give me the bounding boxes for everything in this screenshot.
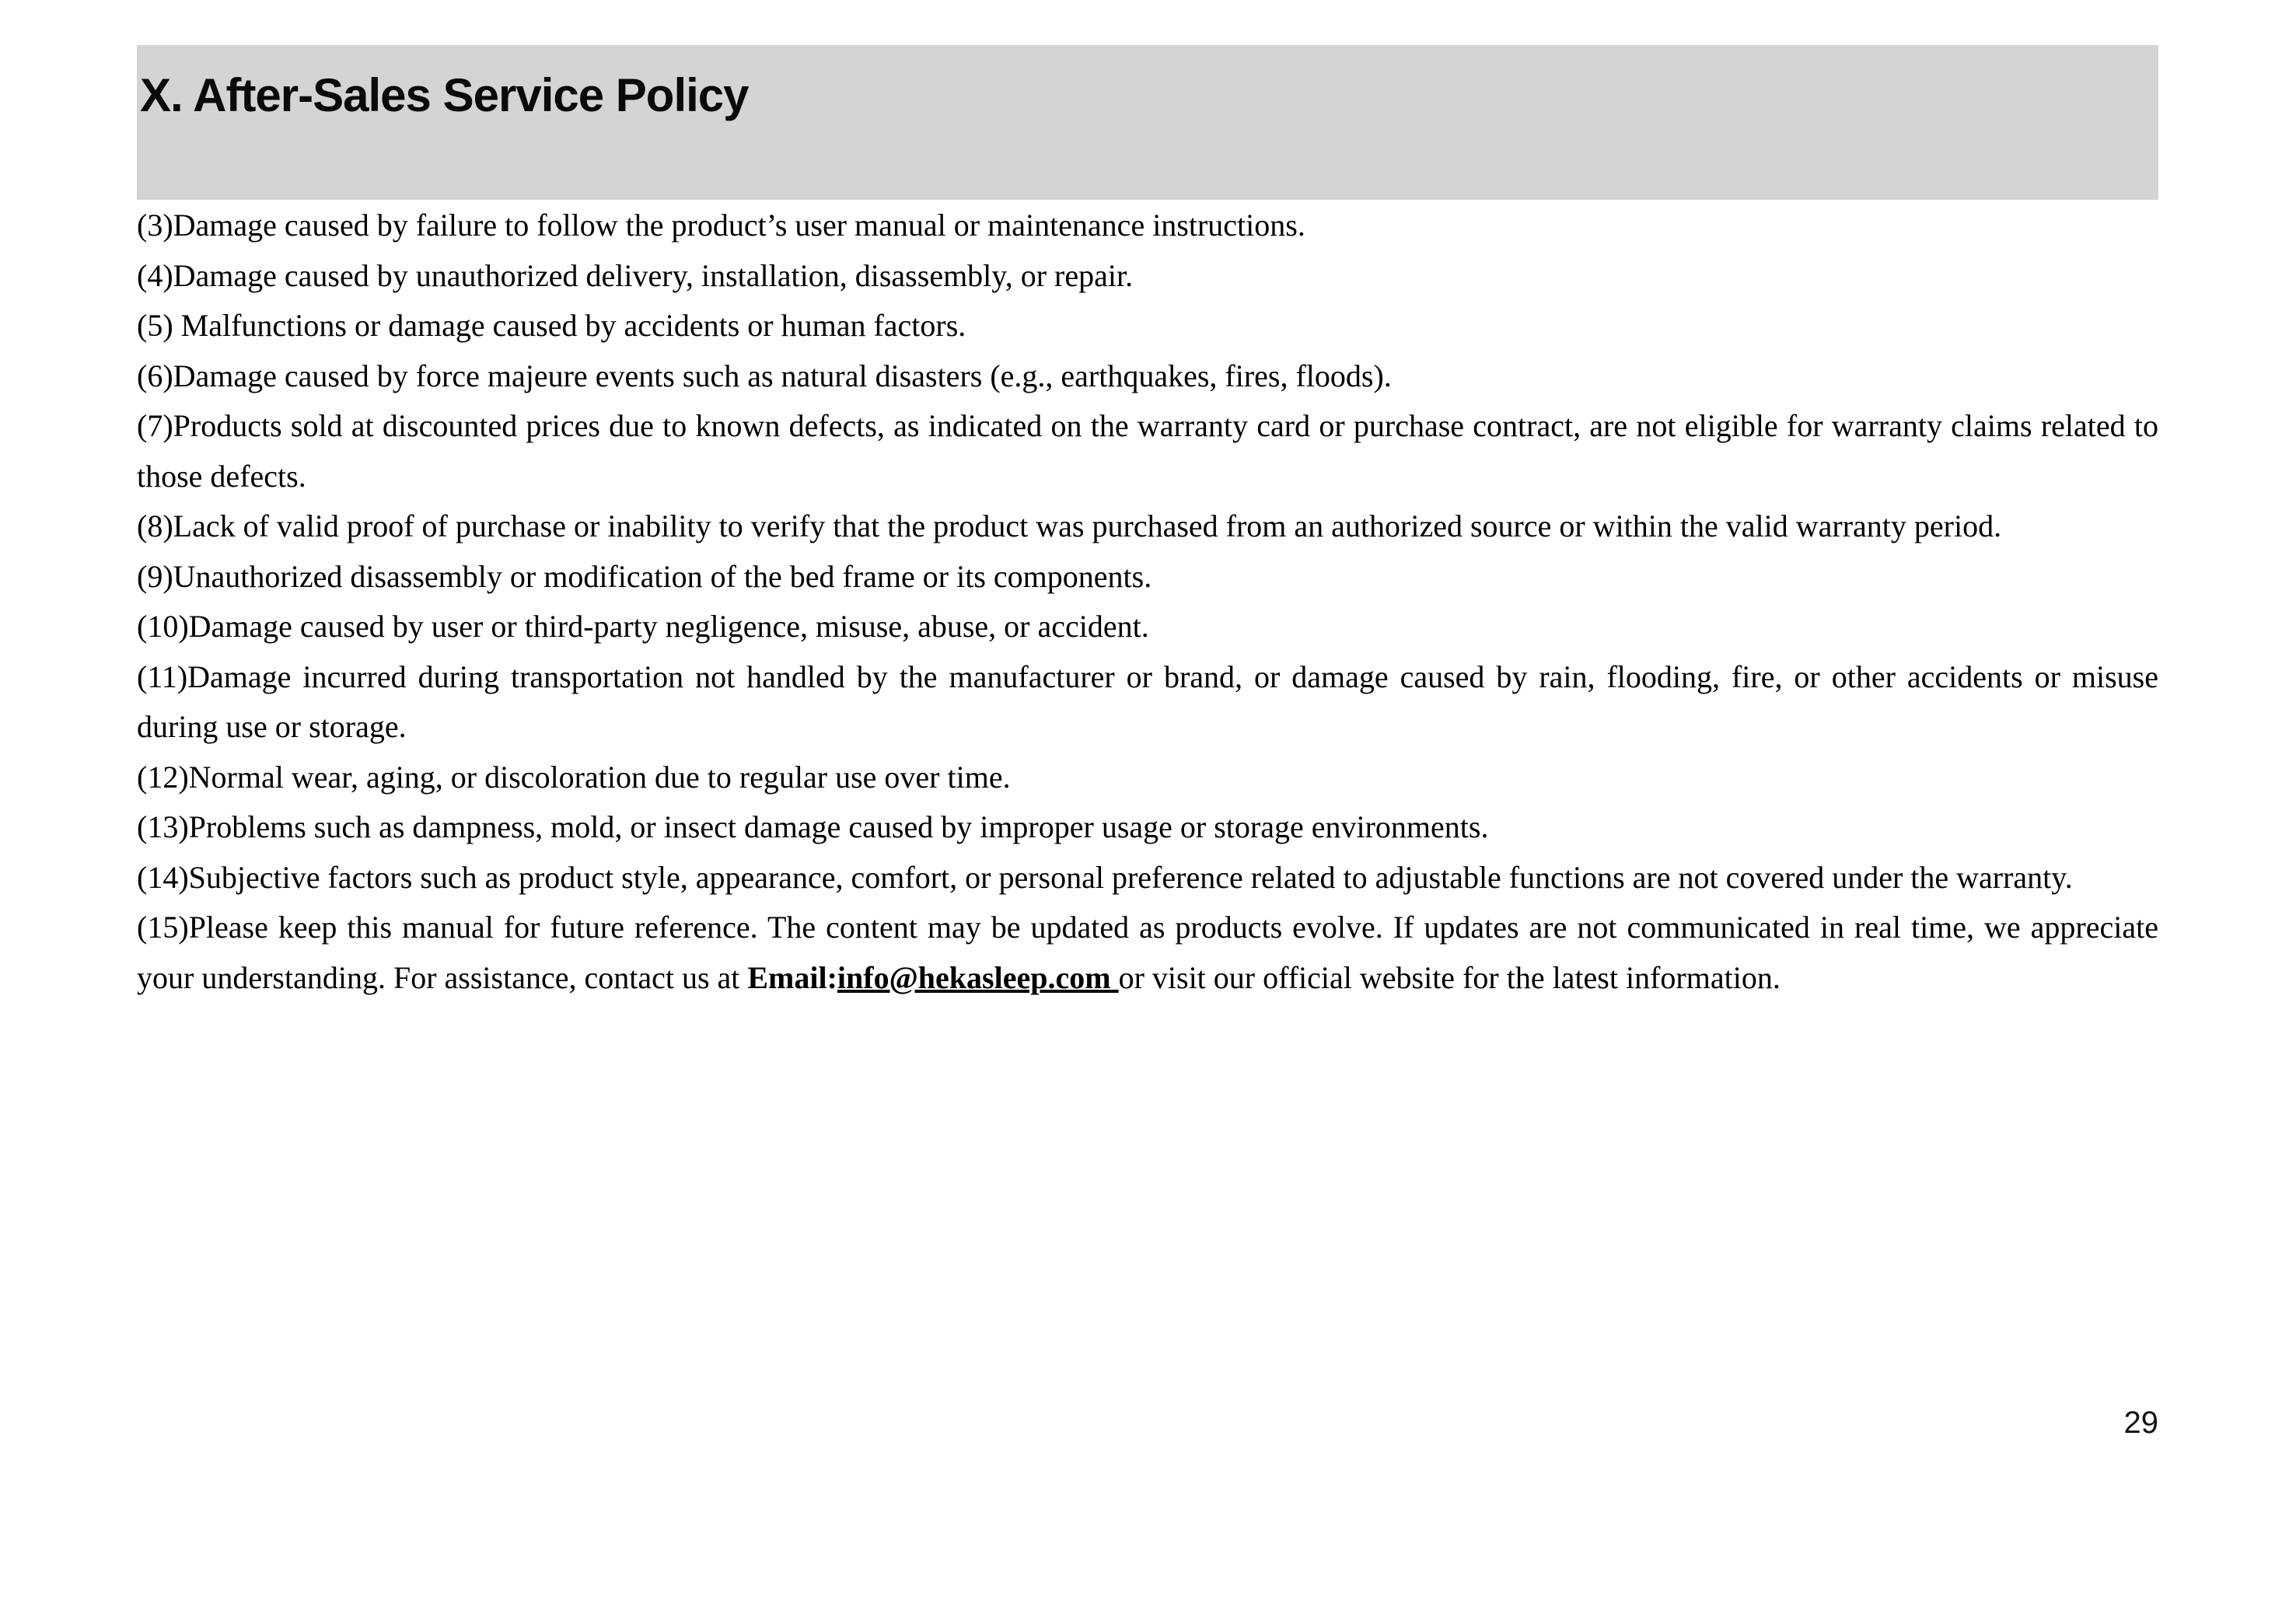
email-label: Email:: [747, 959, 837, 995]
policy-item-15-text-after: or visit our official website for the latest information.: [1118, 959, 1781, 995]
policy-item-7: (7)Products sold at discounted prices due to known defects, as indicated on the warranty card or purchase contract, are not eligible for warranty claims related to those defects.: [137, 408, 2158, 494]
policy-item-13: (13)Problems such as dampness, mold, or insect damage caused by improper usage or storage environments.: [137, 809, 1489, 844]
policy-text-block: [137, 201, 2158, 1003]
policy-item-12: (12)Normal wear, aging, or discoloration due to regular use over time.: [137, 759, 1011, 795]
page-number: 29: [2123, 1406, 2158, 1440]
section-header-bar: [137, 45, 2158, 200]
policy-item-14: (14)Subjective factors such as product style, appearance, comfort, or personal preference related to adjustable functions are not covered under the warranty.: [137, 859, 2073, 895]
policy-item-6: (6)Damage caused by force majeure events such as natural disasters (e.g., earthquakes, fires, floods).: [137, 358, 1392, 393]
policy-item-15-text: (15)Please keep this manual for future reference. The content may be updated as products evolve. If updates are not communicated in real time, we appreciate your understanding. For assistance, contact us at: [137, 910, 2158, 995]
policy-item-10: (10)Damage caused by user or third-party negligence, misuse, abuse, or accident.: [137, 609, 1149, 644]
policy-item-4: (4)Damage caused by unauthorized delivery, installation, disassembly, or repair.: [137, 257, 1134, 293]
policy-item-9: (9)Unauthorized disassembly or modification of the bed frame or its components.: [137, 558, 1152, 594]
section-title: X. After-Sales Service Policy: [140, 69, 749, 121]
email-link[interactable]: info@hekasleep.com: [837, 959, 1119, 995]
policy-item-3: (3)Damage caused by failure to follow the product’s user manual or maintenance instructions.: [137, 208, 1305, 243]
policy-item-11: (11)Damage incurred during transportation not handled by the manufacturer or brand, or damage caused by rain, flooding, fire, or other accidents or misuse during use or storage.: [137, 659, 2158, 744]
policy-item-8: (8)Lack of valid proof of purchase or inability to verify that the product was purchased from an authorized source or within the valid warranty period.: [137, 508, 2002, 543]
policy-item-5: (5) Malfunctions or damage caused by accidents or human factors.: [137, 308, 966, 343]
policy-item-15: [137, 903, 2158, 1003]
